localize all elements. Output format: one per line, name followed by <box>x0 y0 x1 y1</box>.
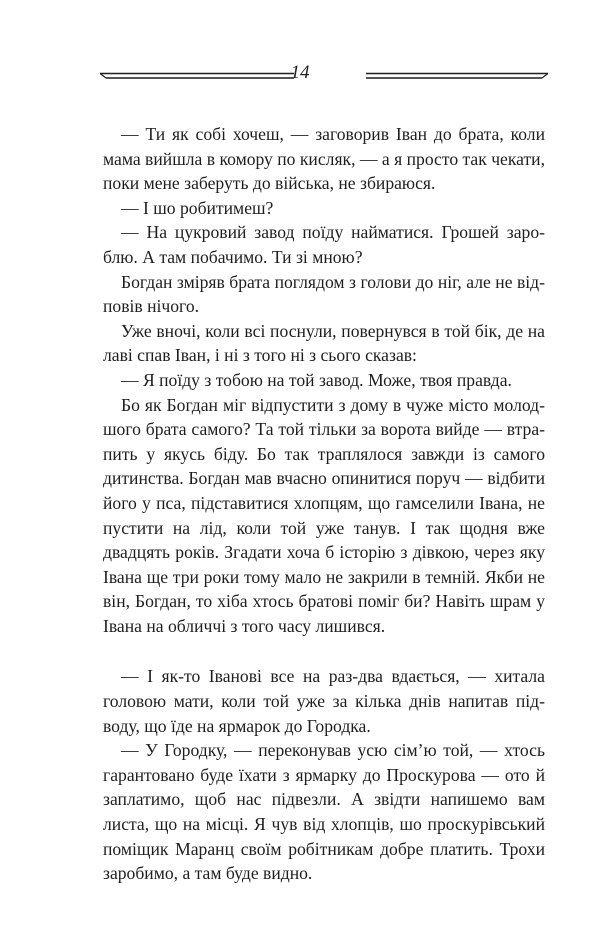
page-header <box>0 62 600 92</box>
paragraph: Уже вночі, коли всі поснули, повернувся в той бік, де на лаві спав Іван, і ні з того ні з сього сказав: <box>103 320 545 366</box>
paragraph: Богдан зміряв брата поглядом з голови до ніг, але не відповів нічого. <box>103 271 545 317</box>
paragraph: — І як-то Іванові все на раз-два вдається, — хитала головою мати, коли той уже за кілька днів напитав підводу, що їде на ярмарок до Городка. <box>103 666 545 736</box>
paragraph: Бо як Богдан міг відпустити з дому в чуже місто молодшого брата самого? Та той тільки за ворота вийде — втрапить у якусь біду. Бо так траплялося завжди із самого дитинства. Богдан мав вчасно опинитися поруч — відбити його у пса, підставитися хлопцям, що гамселили Івана, не пустити на лід, коли той уже танув. І так щодня вже двадцять років. Згадати хоча б історію з дівкою, через яку Івана ще три роки тому мало не закрили в темній. Якби не він, Богдан, то хіба хтось братові поміг би? Навіть шрам у Івана на обличчі з того часу лишився. <box>103 394 545 636</box>
body-text <box>103 122 545 886</box>
page-number: 14 <box>290 62 310 83</box>
paragraph: — У Городку, — переконував усю сім’ю той, — хтось гарантовано буде їхати з ярмарку до Проскурова — ото й заплатимо, щоб нас підвезли. А звідти напишемо вам листа, що на місці. Я чув від хлопців, шо проскурівський поміщик Маранц своїм робітникам добре платить. Трохи заробимо, а там буде видно. <box>103 740 545 884</box>
paragraph: — Я поїду з тобою на той завод. Може, твоя правда. <box>121 369 512 390</box>
paragraph: — Ти як собі хочеш, — заговорив Іван до брата, коли мама вийшла в комору по кисляк, — а я просто так чекати, поки мене заберуть до війська, не збираюся. <box>103 124 545 194</box>
paragraph: — І шо робитимеш? <box>121 197 274 218</box>
paragraph: — На цукровий завод поїду найматися. Грошей зароблю. А там побачимо. Ти зі мною? <box>103 222 545 267</box>
ornamental-rule-right <box>366 72 548 80</box>
